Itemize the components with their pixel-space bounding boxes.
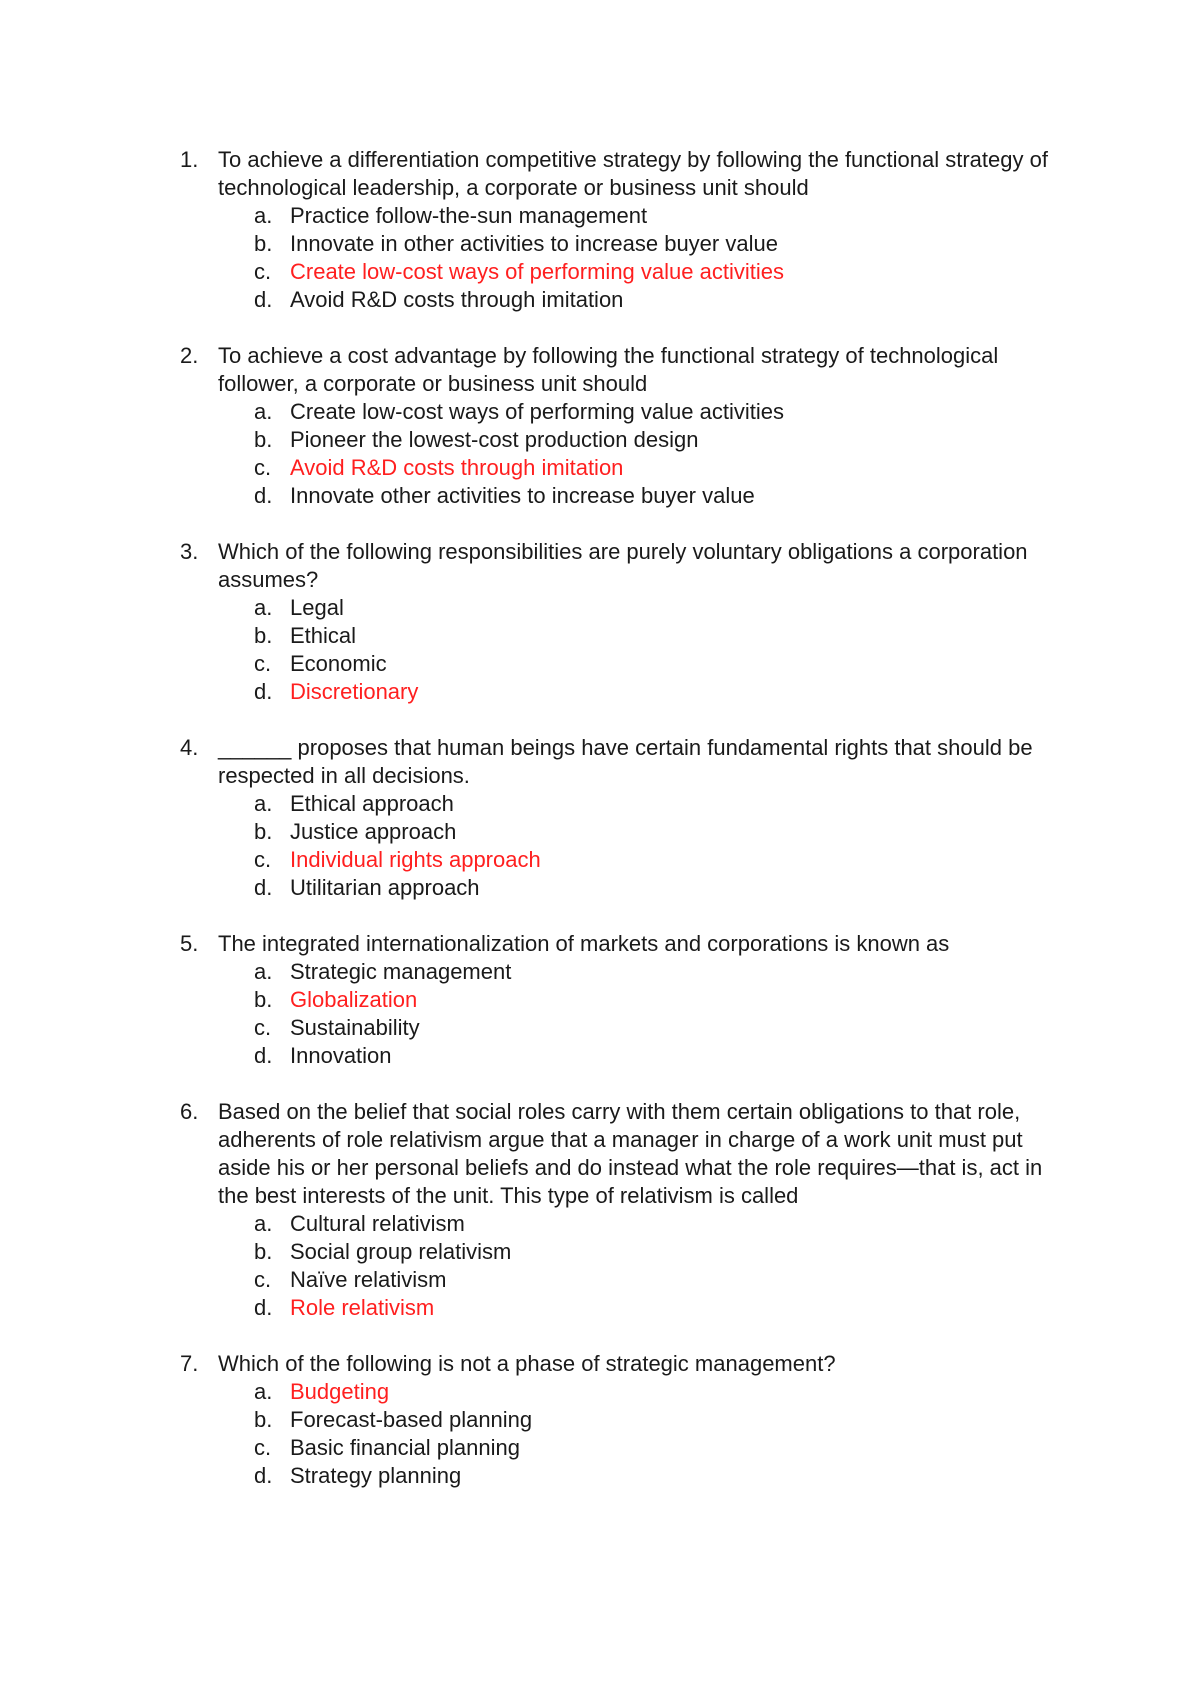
option-b — [254, 1406, 1080, 1434]
option-a — [254, 594, 1080, 622]
question-text: ______ proposes that human beings have certain fundamental rights that should be respected in all decisions. — [218, 735, 1033, 788]
question-1 — [180, 146, 1080, 314]
correct-answer-text: Avoid R&D costs through imitation — [290, 455, 624, 480]
option-letter: b. — [254, 987, 273, 1012]
option-text: Forecast-based planning — [290, 1407, 533, 1432]
option-c — [254, 1434, 1080, 1462]
option-letter: c. — [254, 1435, 272, 1460]
option-text: Cultural relativism — [290, 1211, 465, 1236]
question-6 — [180, 1098, 1080, 1322]
question-3 — [180, 538, 1080, 706]
question-row — [180, 538, 1080, 594]
option-text: Strategic management — [290, 959, 512, 984]
question-text: To achieve a cost advantage by following the functional strategy of technological follower, a corporate or business unit should — [218, 343, 999, 396]
option-letter: b. — [254, 1407, 273, 1432]
question-row — [180, 734, 1080, 790]
option-letter: a. — [254, 1211, 273, 1236]
answer-options — [180, 1378, 1080, 1490]
option-letter: d. — [254, 1463, 273, 1488]
option-letter: a. — [254, 203, 273, 228]
option-letter: d. — [254, 287, 273, 312]
option-a — [254, 1210, 1080, 1238]
option-b — [254, 230, 1080, 258]
question-row — [180, 1098, 1080, 1210]
question-7 — [180, 1350, 1080, 1490]
option-c — [254, 454, 1080, 482]
option-d — [254, 678, 1080, 706]
option-a — [254, 398, 1080, 426]
option-b — [254, 426, 1080, 454]
option-letter: d. — [254, 483, 273, 508]
option-d — [254, 1042, 1080, 1070]
answer-options — [180, 202, 1080, 314]
option-b — [254, 1238, 1080, 1266]
option-letter: c. — [254, 651, 272, 676]
option-letter: b. — [254, 623, 273, 648]
option-b — [254, 986, 1080, 1014]
option-letter: d. — [254, 1295, 273, 1320]
correct-answer-text: Globalization — [290, 987, 418, 1012]
option-text: Legal — [290, 595, 344, 620]
option-letter: c. — [254, 455, 272, 480]
option-letter: c. — [254, 259, 272, 284]
question-row — [180, 930, 1080, 958]
question-number: 3. — [180, 539, 199, 564]
option-text: Practice follow-the-sun management — [290, 203, 648, 228]
option-text: Innovate other activities to increase buyer value — [290, 483, 755, 508]
option-d — [254, 1294, 1080, 1322]
answer-options — [180, 594, 1080, 706]
option-c — [254, 258, 1080, 286]
option-letter: b. — [254, 427, 273, 452]
option-text: Pioneer the lowest-cost production design — [290, 427, 699, 452]
option-b — [254, 818, 1080, 846]
question-text: To achieve a differentiation competitive strategy by following the functional strategy of technological leadership, a corporate or business unit should — [218, 147, 1048, 200]
option-c — [254, 650, 1080, 678]
option-text: Create low-cost ways of performing value activities — [290, 399, 784, 424]
option-letter: c. — [254, 1267, 272, 1292]
option-text: Justice approach — [290, 819, 457, 844]
correct-answer-text: Create low-cost ways of performing value activities — [290, 259, 784, 284]
answer-options — [180, 790, 1080, 902]
option-letter: c. — [254, 1015, 272, 1040]
option-letter: a. — [254, 399, 273, 424]
question-2 — [180, 342, 1080, 510]
option-text: Ethical — [290, 623, 357, 648]
correct-answer-text: Role relativism — [290, 1295, 435, 1320]
question-text: Based on the belief that social roles carry with them certain obligations to that role, adherents of role relativism argue that a manager in charge of a work unit must put aside his or her personal beliefs and do instead what the role requires—that is, act in the best interests of the unit. This type of relativism is called — [218, 1099, 1043, 1208]
correct-answer-text: Discretionary — [290, 679, 419, 704]
option-d — [254, 1462, 1080, 1490]
option-letter: d. — [254, 679, 273, 704]
option-c — [254, 1014, 1080, 1042]
option-text: Innovation — [290, 1043, 392, 1068]
option-letter: a. — [254, 595, 273, 620]
option-c — [254, 1266, 1080, 1294]
option-letter: d. — [254, 1043, 273, 1068]
option-letter: d. — [254, 875, 273, 900]
option-a — [254, 1378, 1080, 1406]
option-text: Economic — [290, 651, 387, 676]
option-text: Social group relativism — [290, 1239, 512, 1264]
option-text: Strategy planning — [290, 1463, 462, 1488]
answer-options — [180, 1210, 1080, 1322]
option-c — [254, 846, 1080, 874]
option-letter: c. — [254, 847, 272, 872]
option-text: Ethical approach — [290, 791, 454, 816]
question-number: 2. — [180, 343, 199, 368]
correct-answer-text: Budgeting — [290, 1379, 390, 1404]
option-letter: b. — [254, 1239, 273, 1264]
option-a — [254, 202, 1080, 230]
option-text: Avoid R&D costs through imitation — [290, 287, 624, 312]
option-text: Naïve relativism — [290, 1267, 447, 1292]
option-d — [254, 482, 1080, 510]
option-a — [254, 958, 1080, 986]
question-5 — [180, 930, 1080, 1070]
question-row — [180, 1350, 1080, 1378]
answer-options — [180, 398, 1080, 510]
question-4 — [180, 734, 1080, 902]
question-text: Which of the following responsibilities are purely voluntary obligations a corporation assumes? — [218, 539, 1028, 592]
option-text: Innovate in other activities to increase buyer value — [290, 231, 778, 256]
option-letter: b. — [254, 231, 273, 256]
option-a — [254, 790, 1080, 818]
option-letter: a. — [254, 1379, 273, 1404]
quiz-question-list — [180, 146, 1080, 1518]
answer-options — [180, 958, 1080, 1070]
option-text: Basic financial planning — [290, 1435, 520, 1460]
question-number: 5. — [180, 931, 199, 956]
correct-answer-text: Individual rights approach — [290, 847, 541, 872]
question-text: The integrated internationalization of markets and corporations is known as — [218, 931, 950, 956]
question-row — [180, 342, 1080, 398]
option-letter: a. — [254, 791, 273, 816]
option-b — [254, 622, 1080, 650]
question-number: 1. — [180, 147, 199, 172]
option-text: Utilitarian approach — [290, 875, 480, 900]
question-text: Which of the following is not a phase of strategic management? — [218, 1351, 836, 1376]
question-number: 4. — [180, 735, 199, 760]
question-number: 7. — [180, 1351, 199, 1376]
question-number: 6. — [180, 1099, 199, 1124]
question-row — [180, 146, 1080, 202]
option-d — [254, 874, 1080, 902]
option-letter: a. — [254, 959, 273, 984]
option-letter: b. — [254, 819, 273, 844]
option-d — [254, 286, 1080, 314]
option-text: Sustainability — [290, 1015, 420, 1040]
